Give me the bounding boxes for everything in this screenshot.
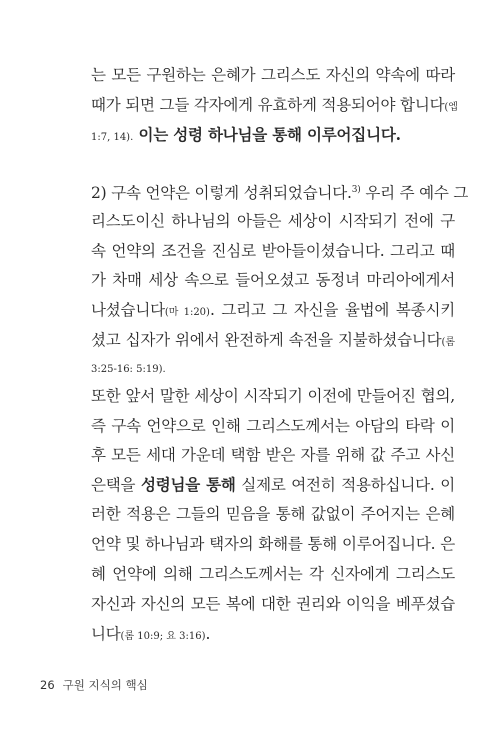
text-span: 언약 및 하나님과 택자의 화해를 통해 이루어집니다. 은 [91,535,455,553]
text-line [91,94,458,119]
running-title: 구원 지식의 핵심 [62,678,148,692]
text-span: 혜 언약에 의해 그리스도께서는 각 신자에게 그리스도 [91,565,455,583]
text-span: 즉 구속 언약으로 인해 그리스도께서는 아담의 타락 이 [91,417,455,435]
text-line [91,503,455,525]
text-line [91,356,500,381]
text-line [91,269,455,291]
text-line [91,210,455,232]
text-span: 은택을 [91,476,141,494]
scripture-reference: (엡 [444,102,458,113]
text-span: 러한 적용은 그들의 믿음을 통해 값없이 주어지는 은혜 [91,505,455,523]
text-span: 속 언약의 조건을 진심로 받아들이셨습니다. 그리고 때 [91,242,455,260]
text-span: 또한 앞서 말한 세상이 시작되기 이전에 만들어진 협의, [91,387,455,405]
text-line [91,623,500,648]
text-span: 후 모든 세대 가운데 택함 받은 자를 위해 값 주고 사신 [91,446,455,464]
text-span: 우리 주 예수 그 [360,184,469,202]
text-line [91,299,455,324]
text-line [91,474,455,496]
bold-text: 성령님을 통해 [140,475,236,494]
scripture-reference: 1:7, 14). [91,132,134,143]
bold-text: 이는 성령 하나님을 통해 이루어집니다. [133,125,401,144]
text-line [91,385,455,407]
text-line [91,563,455,585]
footnote-marker: 3) [351,185,361,195]
text-line [91,179,469,204]
text-span: 2) 구속 언약은 이렇게 성취되었습니다. [91,184,352,202]
text-span: 실제로 여전히 적용하십니다. 이 [235,476,456,494]
scripture-reference: (롬 10:9; 요 3:16) [120,631,206,642]
scripture-reference: (롬 [441,337,455,348]
text-line [91,329,455,354]
scripture-reference: 3:25-16: 5:19). [91,364,166,375]
text-span: 자신과 자신의 모든 복에 대한 권리와 이익을 베푸셨습 [91,595,455,613]
text-span: 니다 [91,625,121,643]
scripture-reference: (마 1:20) [164,307,210,318]
text-span: . [205,625,211,643]
text-line [91,593,455,615]
text-span: 리스도이신 하나님의 아들은 세상이 시작되기 전에 구 [91,212,455,230]
text-line [91,415,455,437]
text-span: 때가 되면 그들 각자에게 유효하게 적용되어야 합니다 [91,96,445,114]
text-span: . 그리고 그 자신을 율법에 복종시키 [209,301,455,319]
page-footer [40,677,148,693]
text-line [91,444,455,466]
text-line [91,240,455,262]
text-line [91,64,455,86]
text-line [91,533,455,555]
text-span: 셨고 십자가 위에서 완전하게 속전을 지불하셨습니다 [91,331,442,349]
page-number: 26 [40,678,55,692]
text-span: 나셨습니다 [91,301,165,319]
text-line [91,124,500,149]
text-span: 는 모든 구원하는 은혜가 그리스도 자신의 약속에 따라 [91,66,455,84]
text-span: 가 차매 세상 속으로 들어오셨고 동정녀 마리아에게서 [91,271,455,289]
